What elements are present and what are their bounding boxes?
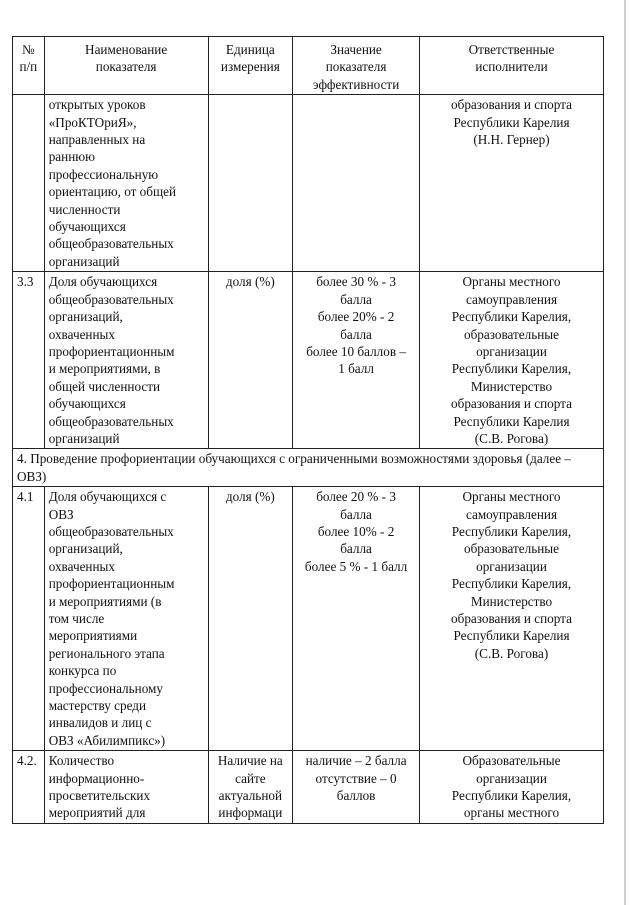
- header-unit: Единица измерения: [208, 37, 293, 95]
- indicators-table: [12, 36, 604, 824]
- section-heading: 4. Проведение профориентации обучающихся с ограниченными возможностями здоровья (далее – ОВЗ): [13, 449, 604, 487]
- table-row: [13, 272, 604, 449]
- row-unit: доля (%): [208, 487, 293, 751]
- row-indicator-name: Доля обучающихся общеобразовательных организаций, охваченных профориентационным и мероприятиями, в общей численности обучающихся общеобразовательных организаций: [44, 272, 208, 449]
- row-number: [13, 95, 45, 272]
- row-unit: доля (%): [208, 272, 293, 449]
- row-number: 3.3: [13, 272, 45, 449]
- row-responsible: Органы местного самоуправления Республики Карелия, образовательные организации Республики Карелия, Министерство образования и спорта Республики Карелия (С.В. Рогова): [420, 272, 604, 449]
- row-number: 4.1: [13, 487, 45, 751]
- table-header-row: [13, 37, 604, 95]
- row-value: более 30 % - 3 балла более 20% - 2 балла более 10 баллов – 1 балл: [293, 272, 420, 449]
- header-indicator-name: Наименование показателя: [44, 37, 208, 95]
- row-responsible: Органы местного самоуправления Республики Карелия, образовательные организации Республики Карелия, Министерство образования и спорта Республики Карелия (С.В. Рогова): [420, 487, 604, 751]
- row-value: наличие – 2 балла отсутствие – 0 баллов: [293, 751, 420, 824]
- header-responsible: Ответственные исполнители: [420, 37, 604, 95]
- row-number: 4.2.: [13, 751, 45, 824]
- table-row: [13, 95, 604, 272]
- section-row: [13, 449, 604, 487]
- table-row: [13, 487, 604, 751]
- scan-edge-line: [624, 0, 626, 905]
- row-responsible: Образовательные организации Республики Карелия, органы местного: [420, 751, 604, 824]
- row-value: [293, 95, 420, 272]
- row-value: более 20 % - 3 балла более 10% - 2 балла более 5 % - 1 балл: [293, 487, 420, 751]
- row-unit: Наличие на сайте актуальной информаци: [208, 751, 293, 824]
- row-responsible: образования и спорта Республики Карелия (Н.Н. Гернер): [420, 95, 604, 272]
- row-unit: [208, 95, 293, 272]
- row-indicator-name: Доля обучающихся с ОВЗ общеобразовательных организаций, охваченных профориентационным и мероприятиями (в том числе мероприятиями регионального этапа конкурса по профессиональному мастерству среди инвалидов и лиц с ОВЗ «Абилимпикс»): [44, 487, 208, 751]
- table-row: [13, 751, 604, 824]
- row-indicator-name: открытых уроков «ПроКТОриЯ», направленных на раннюю профессиональную ориентацию, от общей численности обучающихся общеобразовательных организаций: [44, 95, 208, 272]
- header-number: № п/п: [13, 37, 45, 95]
- header-value: Значение показателя эффективности: [293, 37, 420, 95]
- row-indicator-name: Количество информационно- просветительских мероприятий для: [44, 751, 208, 824]
